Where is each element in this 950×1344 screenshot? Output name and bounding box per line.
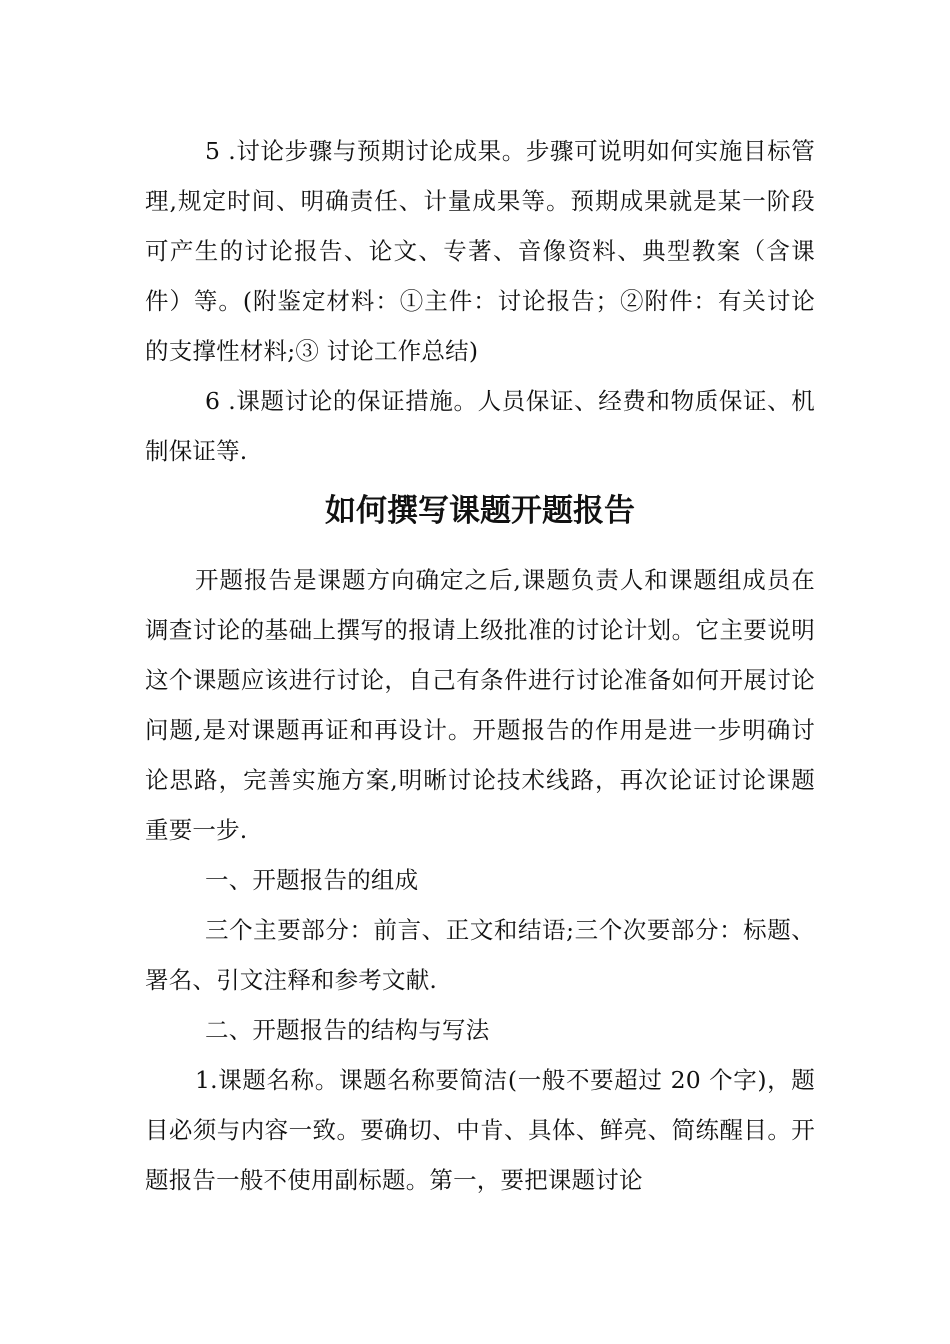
paragraph-title-section: 1.课题名称。课题名称要简洁(一般不要超过 20 个字)，题目必须与内容一致。要确切、中肯、具体、鲜亮、简练醒目。开题报告一般不使用副标题。第一，要把课题讨论 [145,1066,815,1194]
paragraph-intro: 开题报告是课题方向确定之后,课题负责人和课题组成员在调查讨论的基础上撰写的报请上级批准的讨论计划。它主要说明这个课题应该进行讨论，自己有条件进行讨论准备如何开展讨论问题,是对课题再证和再设计。开题报告的作用是进一步明确讨论思路，完善实施方案,明晰讨论技术线路，再次论证讨论课题重要一步. [145,566,815,844]
paragraph-step-5: 5 .讨论步骤与预期讨论成果。步骤可说明如何实施目标管理,规定时间、明确责任、计量成果等。预期成果就是某一阶段可产生的讨论报告、论文、专著、音像资料、典型教案（含课件）等。(附鉴定材料：①主件：讨论报告；②附件：有关讨论的支撑性材料;③ 讨论工作总结) [145,137,815,365]
section-heading: 如何撰写课题开题报告 [325,493,635,529]
paragraph-step-6: 6 .课题讨论的保证措施。人员保证、经费和物质保证、机制保证等. [145,387,815,465]
paragraph-composition: 三个主要部分：前言、正文和结语;三个次要部分：标题、署名、引文注释和参考文献. [145,916,815,994]
subheading-structure: 二、开题报告的结构与写法 [205,1016,490,1044]
subheading-composition: 一、开题报告的组成 [205,866,419,894]
document-body [145,126,815,1205]
